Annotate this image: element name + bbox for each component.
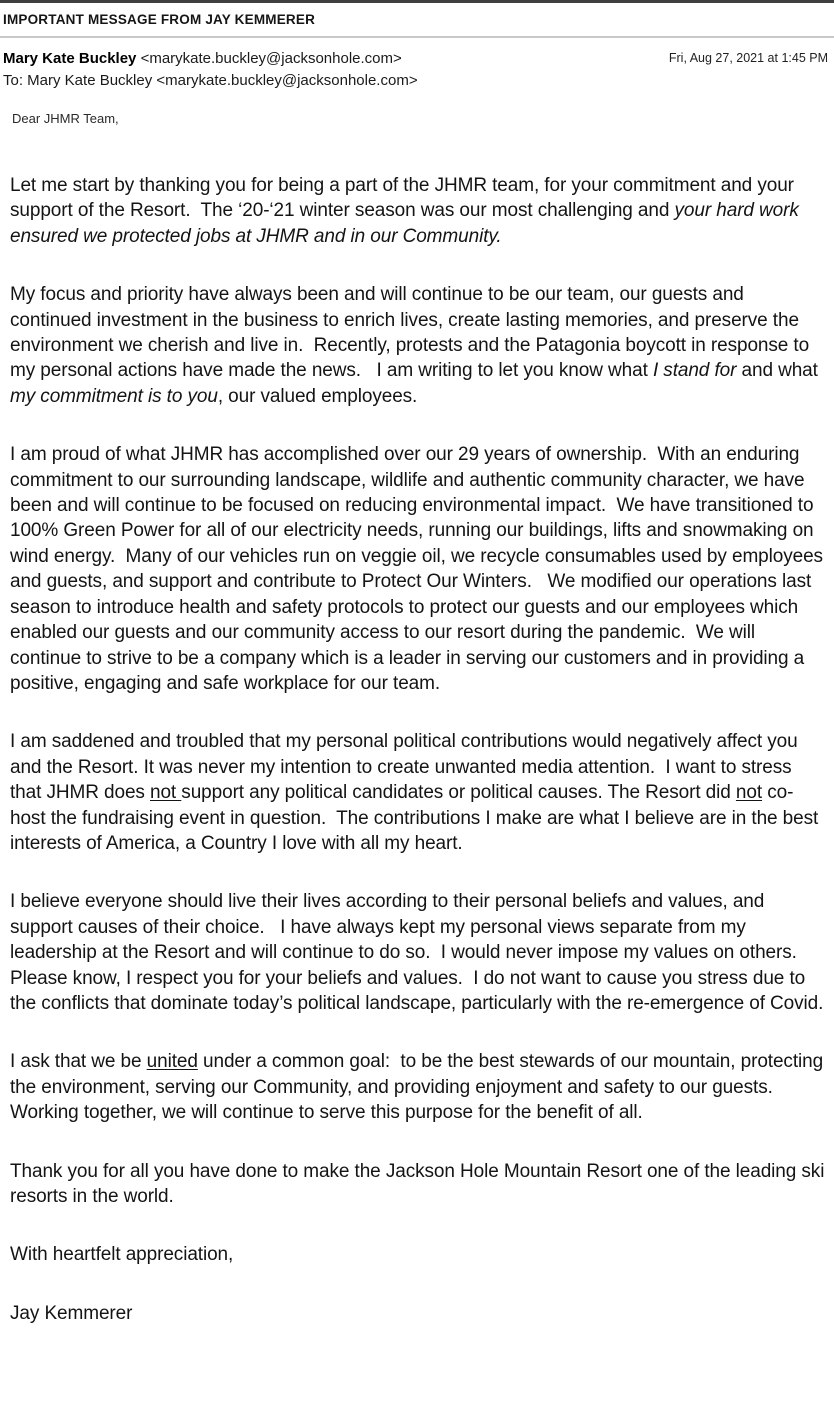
email-header	[0, 38, 834, 91]
salutation: Dear JHMR Team,	[12, 111, 119, 126]
text-run: support any political candidates or political causes. The Resort did	[181, 782, 736, 804]
text-run: co-host the fundraising event in question. The contributions I make are what I believe are in the best interests of America, a Country I love with all my heart.	[10, 782, 824, 854]
text-run: Let me start by thanking you for being a part of the JHMR team, for your commitment and your support of the Resort. The ‘20-‘21 winter season was our most challenging and	[10, 175, 800, 222]
closing-line: With heartfelt appreciation,	[10, 1244, 234, 1266]
text-run: , our valued employees.	[217, 385, 418, 407]
body-paragraphs	[10, 173, 830, 1209]
italic-text-run: your hard work ensured we protected jobs at JHMR and in our Community.	[10, 200, 804, 247]
signature-name: Jay Kemmerer	[10, 1302, 133, 1324]
text-run: under a common goal: to be the best stewards of our mountain, protecting the environment, serving our Community, and providing enjoyment and safety to our guests. Working together, we will continue to serve this purpose for the benefit of all.	[10, 1051, 829, 1124]
body-paragraph	[10, 442, 829, 696]
text-run: I believe everyone should live their lives according to their personal beliefs and values, and support causes of their choice. I have always kept my personal views separate from my leadership at the Resort and will continue to do so. I would never impose my values on others. Please know, I respect you for your beliefs and values. I do not want to cause you stress due to the conflicts that dominate today’s political landscape, particularly with the re-emergence of Covid.	[10, 891, 824, 1014]
sender-email: <marykate.buckley@jacksonhole.com>	[136, 50, 402, 67]
email-body	[0, 173, 834, 1379]
text-run: and what	[736, 360, 823, 382]
text-run: I am saddened and troubled that my personal political contributions would negatively affect you and the Resort. It was never my intention to create unwanted media attention. I want to stress that JHMR does	[10, 731, 803, 804]
email-date: Fri, Aug 27, 2021 at 1:45 PM	[668, 51, 828, 65]
text-run: Thank you for all you have done to make the Jackson Hole Mountain Resort one of the leading ski resorts in the world.	[10, 1160, 830, 1207]
italic-text-run: my commitment is to you	[10, 385, 218, 407]
underlined-text-run: united	[146, 1051, 198, 1073]
sender-name: Mary Kate Buckley	[3, 50, 137, 67]
sender-recipient-block	[3, 48, 418, 91]
body-paragraph	[10, 173, 826, 249]
body-paragraph	[10, 889, 826, 1016]
body-paragraph	[10, 1049, 829, 1125]
body-paragraph	[10, 729, 826, 856]
underlined-text-run: not	[150, 782, 182, 804]
recipient-line: To: Mary Kate Buckley <marykate.buckley@jacksonhole.com>	[3, 72, 418, 89]
underlined-text-run: not	[735, 782, 763, 804]
body-paragraph	[10, 1159, 830, 1210]
from-line	[3, 48, 418, 69]
body-paragraph	[10, 282, 826, 409]
email-subject: IMPORTANT MESSAGE FROM JAY KEMMERER	[0, 3, 834, 38]
text-run: I ask that we be	[10, 1051, 147, 1073]
text-run: I am proud of what JHMR has accomplished over our 29 years of ownership. With an enduring commitment to our surrounding landscape, wildlife and authentic community character, we have been and will continue to be focused on reducing environmental impact. We have transitioned to 100% Green Power for all of our electricity needs, running our buildings, lifts and snowmaking on wind energy. Many of our vehicles run on veggie oil, we recycle consumables used by employees and guests, and support and contribute to Protect Our Winters. We modified our operations last season to introduce health and safety protocols to protect our guests and our employees which enabled our guests and our community access to our resort during the pandemic. We will continue to strive to be a company which is a leader in serving our customers and in providing a positive, engaging and safe workplace for our team.	[10, 444, 829, 694]
text-run: My focus and priority have always been and will continue to be our team, our guests and continued investment in the business to enrich lives, create lasting memories, and preserve the environment we cherish and live in. Recently, protests and the Patagonia boycott in response to my personal actions have made the news. I am writing to let you know what	[10, 284, 815, 382]
italic-text-run: I stand for	[652, 360, 737, 382]
